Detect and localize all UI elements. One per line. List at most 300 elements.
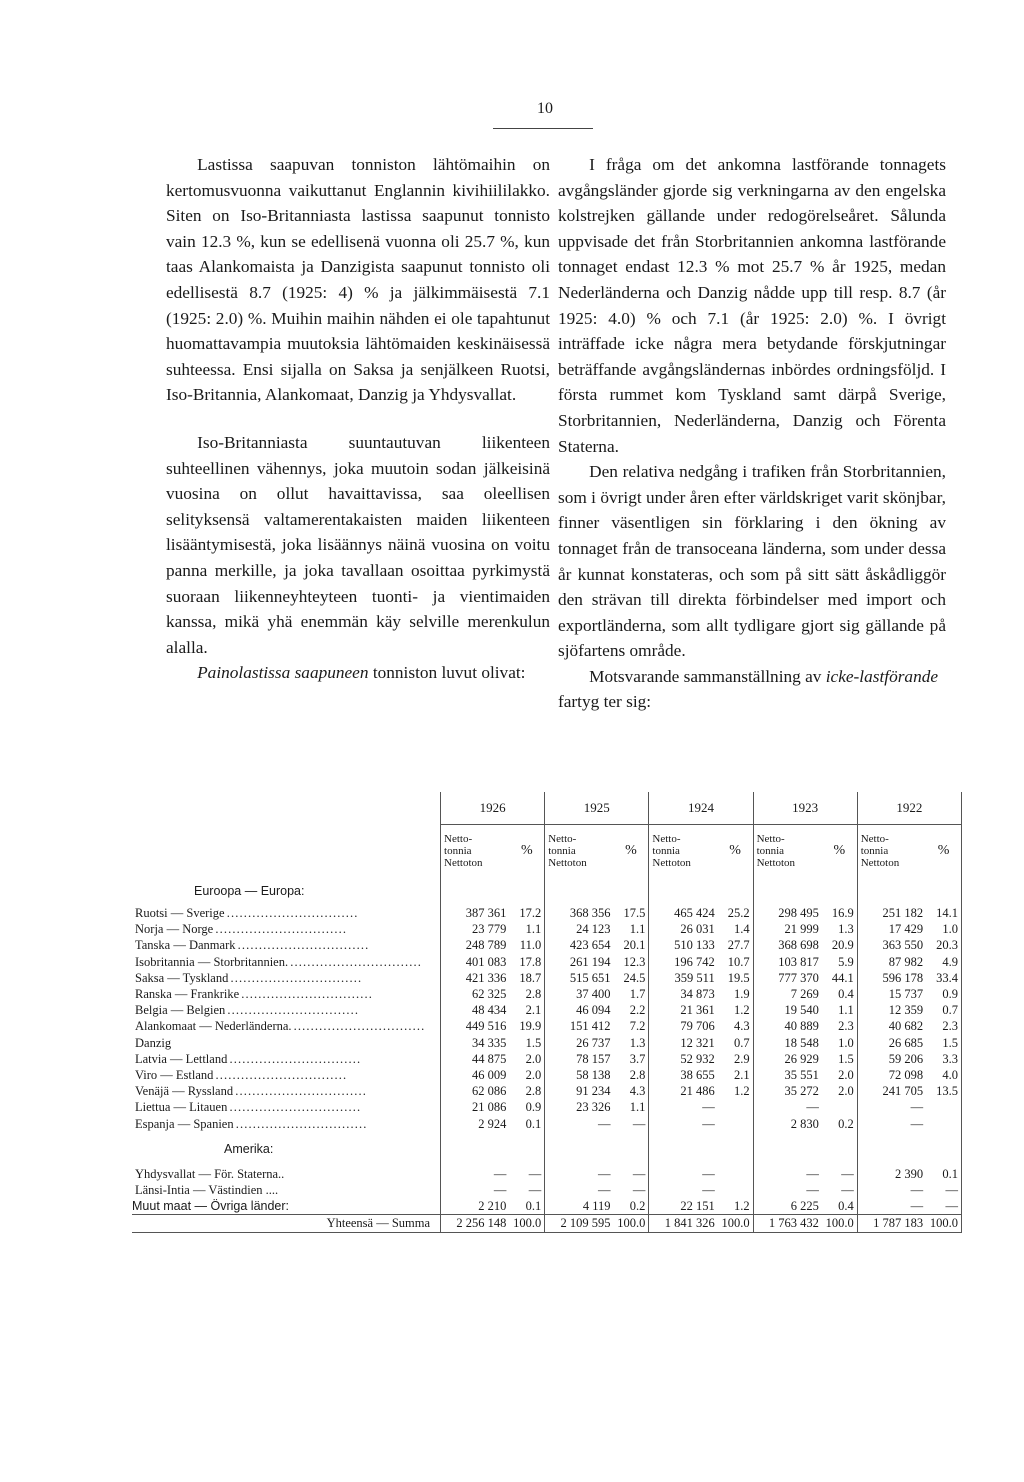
- country-name: Ruotsi — Sverige . . .: [135, 905, 437, 921]
- country-name: Venäjä — Ryssland . . .: [135, 1083, 437, 1099]
- country-name: Latvia — Lettland . . .: [135, 1051, 437, 1067]
- percent-cell: [718, 1166, 753, 1182]
- percent-cell: 1.0: [926, 921, 961, 937]
- nettotonnia-cell: 21 999: [784, 922, 819, 937]
- country-name: Saksa — Tyskland . . .: [135, 970, 437, 986]
- country-name: Viro — Estland . . .: [135, 1067, 437, 1083]
- other-countries-row: [132, 1198, 962, 1215]
- percent-cell: 0.4: [822, 986, 857, 1002]
- percent-cell: 100.0: [614, 1215, 649, 1232]
- table-row: [132, 1067, 962, 1083]
- unit-header-row: [132, 825, 962, 878]
- swedish-final-post: fartyg ter sig:: [558, 692, 652, 712]
- nettotonnia-cell: —: [910, 1100, 924, 1115]
- percent-cell: [926, 1116, 961, 1132]
- table-row: [132, 921, 962, 937]
- percent-cell: 0.2: [614, 1198, 649, 1215]
- nettotonnia-cell: —: [702, 1116, 715, 1131]
- nettotonnia-cell: —: [910, 1116, 924, 1131]
- country-name: Liettua — Litauen . . .: [135, 1099, 437, 1115]
- percent-cell: 0.1: [509, 1198, 544, 1215]
- percent-cell: 10.7: [718, 954, 753, 970]
- nettotonnia-cell: 777 370: [778, 970, 819, 985]
- percent-cell: 1.2: [718, 1002, 753, 1018]
- nettotonnia-cell: 359 511: [674, 970, 715, 985]
- nettotonnia-subheader: [857, 825, 926, 878]
- percent-cell: 20.9: [822, 937, 857, 953]
- nettotonnia-cell: —: [598, 1116, 611, 1131]
- percent-cell: 18.7: [509, 970, 544, 986]
- percent-cell: 2.0: [822, 1067, 857, 1083]
- nettotonnia-label-line: Nettoton: [860, 857, 900, 869]
- finnish-paragraph-1: Lastissa saapuvan tonniston lähtömaihin on kertomusvuonna vaikuttanut Englannin kivihiililakko. Siten on Iso-Britanniasta lastissa saapunut tonnisto vain 12.3 %, kun se edellisenä vuonna oli 25.7 %, kun taas Alankomaista ja Danzigista saapunut tonnisto oli edellisestä 8.7 (1925: 4) % ja jälkimmäisestä 7.1 (1925: 2.0) %. Muihin maihin nähden ei ole tapahtunut huomattavampia muutoksia lähtömaiden keskinäisessä suhteessa. Ensi sijalla on Saksa ja senjälkeen Ruotsi, Iso-Britannia, Alankomaat, Danzig ja Yhdysvallat.: [166, 155, 550, 405]
- total-row: [132, 1215, 962, 1232]
- percent-cell: 44.1: [822, 970, 857, 986]
- nettotonnia-cell: 35 272: [784, 1084, 819, 1099]
- year-header: 1924: [649, 792, 753, 825]
- nettotonnia-cell: 368 356: [569, 906, 611, 920]
- percent-cell: 0.4: [822, 1198, 857, 1215]
- percent-cell: 0.7: [926, 1002, 961, 1018]
- country-name-cell: [132, 986, 441, 1002]
- percent-cell: —: [822, 1166, 857, 1182]
- empty-cell: [718, 1132, 753, 1166]
- percent-cell: 0.9: [509, 1099, 544, 1115]
- nettotonnia-cell: 2 390: [894, 1166, 924, 1181]
- country-name-cell: [132, 1051, 441, 1067]
- nettotonnia-cell: 2 256 148: [441, 1215, 510, 1232]
- nettotonnia-cell: 196 742: [674, 954, 715, 969]
- country-name: Danzig: [135, 1035, 172, 1050]
- nettotonnia-cell: 21 361: [680, 1003, 715, 1018]
- country-name-cell: [132, 1099, 441, 1115]
- nettotonnia-cell: 2 210: [478, 1199, 507, 1214]
- nettotonnia-subheader: [753, 825, 822, 878]
- empty-cell: [441, 877, 510, 905]
- nettotonnia-cell: 510 133: [674, 938, 715, 953]
- empty-cell: [926, 1132, 961, 1166]
- table-row: [132, 1083, 962, 1099]
- nettotonnia-label-line: Netto-: [860, 833, 889, 845]
- nettotonnia-cell: 7 269: [790, 987, 819, 1002]
- nettotonnia-cell: 48 434: [472, 1003, 507, 1018]
- country-name-cell: [132, 905, 441, 921]
- nettotonnia-cell: 52 932: [680, 1051, 715, 1066]
- empty-cell: [753, 877, 822, 905]
- nettotonnia-label-line: tonnia: [860, 845, 889, 857]
- empty-cell: [822, 1132, 857, 1166]
- country-name-cell: [132, 1018, 441, 1034]
- nettotonnia-cell: 449 516: [465, 1019, 507, 1034]
- empty-cell: [545, 877, 614, 905]
- percent-cell: 0.1: [926, 1166, 961, 1182]
- table-row: [132, 1018, 962, 1034]
- table-row: [132, 1035, 962, 1051]
- percent-cell: 0.2: [822, 1116, 857, 1132]
- nettotonnia-cell: 23 779: [472, 922, 507, 937]
- nettotonnia-cell: 21 486: [680, 1084, 715, 1099]
- percent-subheader: %: [926, 825, 961, 878]
- nettotonnia-label-line: Nettoton: [444, 857, 483, 869]
- country-name-cell: [132, 1083, 441, 1099]
- percent-cell: 33.4: [926, 970, 961, 986]
- percent-cell: 0.7: [718, 1035, 753, 1051]
- nettotonnia-label-line: Nettoton: [548, 857, 587, 869]
- percent-cell: —: [509, 1166, 544, 1182]
- percent-cell: 3.7: [614, 1051, 649, 1067]
- country-name: Länsi-Intia — Västindien ....: [135, 1183, 279, 1198]
- percent-cell: 1.1: [509, 921, 544, 937]
- percent-cell: 1.0: [822, 1035, 857, 1051]
- nettotonnia-label-line: tonnia: [652, 845, 680, 857]
- nettotonnia-cell: 18 548: [784, 1035, 819, 1050]
- percent-cell: 19.9: [509, 1018, 544, 1034]
- percent-cell: 0.1: [509, 1116, 544, 1132]
- nettotonnia-cell: 298 495: [778, 906, 819, 920]
- nettotonnia-cell: —: [702, 1183, 715, 1198]
- percent-cell: 2.8: [509, 1083, 544, 1099]
- page-number: 10: [537, 100, 553, 117]
- nettotonnia-cell: 34 873: [680, 987, 715, 1002]
- percent-cell: 1.3: [614, 1035, 649, 1051]
- nettotonnia-cell: —: [702, 1100, 715, 1115]
- nettotonnia-subheader: [441, 825, 510, 878]
- percent-cell: 2.3: [822, 1018, 857, 1034]
- blank-subheader-cell: [132, 825, 441, 878]
- nettotonnia-cell: 79 706: [680, 1019, 715, 1034]
- nettotonnia-cell: 44 875: [472, 1051, 507, 1066]
- nettotonnia-cell: 35 551: [784, 1068, 819, 1083]
- country-name-cell: [132, 937, 441, 953]
- percent-cell: 24.5: [614, 970, 649, 986]
- empty-cell: [649, 1132, 718, 1166]
- swedish-paragraph-1: I fråga om det ankomna lastförande tonnagets avgångsländer gjorde sig verkningarna av den engelska kolstrejken gällande under redogörelseåret. Sålunda uppvisade det från Storbritannien ankomna lastförande tonnaget endast 12.3 % mot 25.7 % år 1925, medan Nederländerna och Danzig nådde upp till resp. 8.7 (år 1925: 4.0) % och 7.1 (år 1925: 2.0) %. I övrigt inträffade icke några mera betydande förskjutningar beträffande avgångsländernas inbördes ordningsföljd. I första rummet kom Tyskland samt därpå Sverige, Storbritannien, Nederländerna, Danzig och Förenta Staterna.: [558, 155, 946, 456]
- percent-subheader: %: [614, 825, 649, 878]
- nettotonnia-subheader: [545, 825, 614, 878]
- percent-subheader: %: [822, 825, 857, 878]
- section-header-row: [132, 877, 962, 905]
- percent-cell: 2.1: [509, 1002, 544, 1018]
- nettotonnia-cell: 78 157: [576, 1051, 611, 1066]
- nettotonnia-label-line: tonnia: [548, 845, 576, 857]
- nettotonnia-cell: 46 094: [576, 1003, 611, 1018]
- finnish-italic-phrase: Painolastissa saapuneen: [197, 663, 369, 683]
- percent-cell: 7.2: [614, 1018, 649, 1034]
- percent-cell: 19.5: [718, 970, 753, 986]
- percent-cell: 1.5: [926, 1035, 961, 1051]
- finnish-final-text: tonniston luvut olivat:: [368, 663, 526, 683]
- nettotonnia-cell: 15 737: [888, 987, 924, 1002]
- nettotonnia-cell: 465 424: [674, 906, 715, 920]
- table-row: [132, 970, 962, 986]
- percent-cell: 1.7: [614, 986, 649, 1002]
- nettotonnia-cell: 19 540: [784, 1003, 819, 1018]
- nettotonnia-cell: —: [702, 1166, 715, 1181]
- percent-cell: 2.1: [718, 1067, 753, 1083]
- nettotonnia-cell: 24 123: [576, 922, 611, 937]
- country-name: Yhdysvallat — För. Staterna..: [135, 1166, 285, 1181]
- nettotonnia-cell: —: [910, 1183, 924, 1198]
- tonnage-table: [132, 792, 962, 1233]
- country-name: Belgia — Belgien . . .: [135, 1002, 437, 1018]
- country-name-cell: [132, 1002, 441, 1018]
- percent-cell: 14.1: [926, 905, 961, 921]
- empty-cell: [718, 877, 753, 905]
- swedish-paragraph-2: Den relativa nedgång i trafiken från Storbritannien, som i övrigt under åren efter världskriget varit skönjbar, finner väsentligen sin förklaring i den ökning av tonnaget från de transoceana länderna, som under dessa år kunnat konstateras, och som på sitt sätt åskådliggör den strävan till direkta förbindelser med import och exportländerna, som allt tydligare gjort sig gällande på sjöfartens område.: [558, 462, 946, 661]
- percent-cell: 2.8: [509, 986, 544, 1002]
- nettotonnia-label-line: Netto-: [548, 833, 577, 845]
- nettotonnia-cell: 1 841 326: [649, 1215, 718, 1232]
- percent-cell: 2.3: [926, 1018, 961, 1034]
- empty-cell: [441, 1132, 510, 1166]
- nettotonnia-cell: 2 924: [478, 1116, 507, 1131]
- percent-cell: 20.3: [926, 937, 961, 953]
- nettotonnia-cell: 401 083: [465, 954, 507, 969]
- percent-cell: —: [614, 1116, 649, 1132]
- percent-cell: 17.8: [509, 954, 544, 970]
- swedish-italic-phrase: icke-lastförande: [825, 666, 939, 686]
- nettotonnia-cell: 38 655: [680, 1068, 715, 1083]
- percent-cell: 1.9: [718, 986, 753, 1002]
- nettotonnia-cell: 87 982: [888, 954, 924, 969]
- nettotonnia-cell: 72 098: [888, 1068, 924, 1083]
- percent-cell: 1.1: [822, 1002, 857, 1018]
- percent-cell: 1.3: [822, 921, 857, 937]
- percent-cell: 17.2: [509, 905, 544, 921]
- nettotonnia-label-line: tonnia: [444, 845, 472, 857]
- empty-cell: [509, 877, 544, 905]
- country-name-cell: [132, 921, 441, 937]
- percent-cell: 25.2: [718, 905, 753, 921]
- country-name-cell: [132, 970, 441, 986]
- nettotonnia-cell: 4 119: [582, 1199, 611, 1214]
- swedish-paragraph-3: [558, 664, 946, 715]
- nettotonnia-cell: 251 182: [882, 906, 924, 920]
- nettotonnia-cell: 421 336: [465, 970, 507, 985]
- nettotonnia-cell: 34 335: [472, 1035, 507, 1050]
- percent-cell: 5.9: [822, 954, 857, 970]
- percent-cell: 1.1: [614, 921, 649, 937]
- nettotonnia-cell: 423 654: [569, 938, 611, 953]
- percent-cell: [926, 1099, 961, 1115]
- nettotonnia-cell: —: [598, 1183, 611, 1198]
- finnish-paragraph-3: [166, 660, 550, 686]
- table-row: [132, 986, 962, 1002]
- nettotonnia-cell: 12 359: [888, 1003, 924, 1018]
- country-name: Tanska — Danmark . . .: [135, 937, 437, 953]
- percent-cell: —: [926, 1198, 961, 1215]
- percent-cell: 1.2: [718, 1083, 753, 1099]
- nettotonnia-cell: 387 361: [465, 906, 507, 920]
- percent-cell: 4.0: [926, 1067, 961, 1083]
- country-name-cell: [132, 1215, 441, 1232]
- empty-cell: [753, 1132, 822, 1166]
- nettotonnia-cell: 58 138: [576, 1068, 611, 1083]
- nettotonnia-cell: 40 889: [784, 1019, 819, 1034]
- table-row: [132, 1051, 962, 1067]
- country-name-cell: [132, 954, 441, 970]
- country-name-cell: [132, 1166, 441, 1182]
- percent-cell: 16.9: [822, 905, 857, 921]
- percent-cell: 1.5: [822, 1051, 857, 1067]
- percent-cell: 100.0: [822, 1215, 857, 1232]
- country-name-cell: [132, 1182, 441, 1198]
- empty-cell: [614, 877, 649, 905]
- blank-header-cell: [132, 792, 441, 825]
- percent-cell: 0.9: [926, 986, 961, 1002]
- percent-cell: —: [926, 1182, 961, 1198]
- percent-cell: [718, 1182, 753, 1198]
- section-heading: Euroopa — Europa:: [132, 877, 441, 905]
- percent-cell: 1.4: [718, 921, 753, 937]
- table-row: [132, 905, 962, 921]
- nettotonnia-label-line: Nettoton: [652, 857, 691, 869]
- table-row: [132, 937, 962, 953]
- nettotonnia-cell: 23 326: [576, 1100, 611, 1115]
- percent-subheader: %: [718, 825, 753, 878]
- empty-cell: [822, 877, 857, 905]
- nettotonnia-cell: 26 685: [888, 1035, 924, 1050]
- nettotonnia-label-line: Netto-: [444, 833, 473, 845]
- nettotonnia-cell: —: [806, 1100, 819, 1115]
- nettotonnia-cell: 1 787 183: [857, 1215, 926, 1232]
- empty-cell: [614, 1132, 649, 1166]
- nettotonnia-cell: 22 151: [680, 1199, 715, 1214]
- percent-cell: —: [822, 1182, 857, 1198]
- year-header: 1926: [441, 792, 545, 825]
- empty-cell: [857, 1132, 926, 1166]
- country-name-cell: [132, 1067, 441, 1083]
- percent-cell: 1.2: [718, 1198, 753, 1215]
- percent-cell: [718, 1099, 753, 1115]
- nettotonnia-cell: 26 929: [784, 1051, 819, 1066]
- nettotonnia-cell: 1 763 432: [753, 1215, 822, 1232]
- empty-cell: [509, 1132, 544, 1166]
- percent-cell: 27.7: [718, 937, 753, 953]
- percent-cell: 3.3: [926, 1051, 961, 1067]
- swedish-final-pre: Motsvarande sammanställning av: [589, 666, 826, 686]
- nettotonnia-cell: 596 178: [882, 970, 924, 985]
- nettotonnia-cell: 91 234: [576, 1084, 611, 1099]
- table-row: [132, 1182, 962, 1198]
- nettotonnia-cell: 368 698: [778, 938, 819, 953]
- section-heading: Amerika:: [132, 1132, 441, 1166]
- percent-cell: 1.5: [509, 1035, 544, 1051]
- percent-cell: 4.3: [614, 1083, 649, 1099]
- nettotonnia-cell: 21 086: [472, 1100, 507, 1115]
- nettotonnia-cell: 363 550: [882, 938, 924, 953]
- percent-cell: 20.1: [614, 937, 649, 953]
- percent-cell: 100.0: [718, 1215, 753, 1232]
- empty-cell: [545, 1132, 614, 1166]
- nettotonnia-cell: 46 009: [472, 1068, 507, 1083]
- year-header: 1925: [545, 792, 649, 825]
- nettotonnia-cell: 261 194: [569, 954, 611, 969]
- percent-cell: 4.9: [926, 954, 961, 970]
- nettotonnia-cell: 40 682: [888, 1019, 924, 1034]
- nettotonnia-cell: —: [598, 1166, 611, 1181]
- country-name: Norja — Norge . . .: [135, 921, 437, 937]
- percent-subheader: %: [509, 825, 544, 878]
- year-header: 1922: [857, 792, 961, 825]
- table-row: [132, 1099, 962, 1115]
- year-header: 1923: [753, 792, 857, 825]
- country-name: Isobritannia — Storbritannien. . . .: [135, 954, 437, 970]
- nettotonnia-cell: 17 429: [888, 922, 924, 937]
- percent-cell: 12.3: [614, 954, 649, 970]
- percent-cell: 100.0: [509, 1215, 544, 1232]
- nettotonnia-cell: 103 817: [778, 954, 819, 969]
- percent-cell: [822, 1099, 857, 1115]
- empty-cell: [926, 877, 961, 905]
- nettotonnia-cell: —: [493, 1183, 507, 1198]
- nettotonnia-subheader: [649, 825, 718, 878]
- table-body: [132, 877, 962, 1232]
- percent-cell: 13.5: [926, 1083, 961, 1099]
- country-name: Alankomaat — Nederländerna. . . .: [135, 1018, 437, 1034]
- year-header-row: [132, 792, 962, 825]
- country-name: Yhteensä — Summa: [326, 1216, 431, 1231]
- nettotonnia-cell: —: [806, 1183, 819, 1198]
- nettotonnia-cell: 26 031: [680, 922, 715, 937]
- nettotonnia-cell: 2 830: [790, 1116, 819, 1131]
- nettotonnia-label-line: Nettoton: [756, 857, 796, 869]
- nettotonnia-cell: 37 400: [576, 987, 611, 1002]
- nettotonnia-cell: 26 737: [576, 1035, 611, 1050]
- nettotonnia-cell: 6 225: [790, 1199, 819, 1214]
- country-name: Espanja — Spanien . . .: [135, 1116, 437, 1132]
- table-row: [132, 1116, 962, 1132]
- finnish-text-column: [166, 152, 550, 686]
- percent-cell: 2.8: [614, 1067, 649, 1083]
- finnish-paragraph-2: Iso-Britanniasta suuntautuvan liikenteen suhteellinen vähennys, joka muutoin sodan jälkeisinä vuosina on ollut havaittavissa, saa oleellisen selityksensä valtamerentakaisten maiden liikenteen lisääntymisestä, joka lisäännys näinä vuosina on voitu panna merkille, ja joka tavallaan osoittaa pyrkimystä suoraan liikenneyhteyteen tuonti- ja vientimaiden kanssa, mikä yhä enemmän käy selville merenkulun alalla.: [166, 432, 550, 657]
- percent-cell: 4.3: [718, 1018, 753, 1034]
- nettotonnia-cell: —: [493, 1166, 507, 1181]
- percent-cell: 2.2: [614, 1002, 649, 1018]
- page-number-rule: [493, 128, 593, 129]
- percent-cell: 100.0: [926, 1215, 961, 1232]
- table-row: [132, 1002, 962, 1018]
- nettotonnia-cell: 62 325: [472, 987, 507, 1002]
- table-row: [132, 1166, 962, 1182]
- country-name-cell: [132, 1035, 441, 1051]
- nettotonnia-cell: —: [806, 1166, 819, 1181]
- nettotonnia-cell: 241 705: [882, 1084, 924, 1099]
- percent-cell: 2.0: [509, 1067, 544, 1083]
- percent-cell: 1.1: [614, 1099, 649, 1115]
- percent-cell: —: [614, 1166, 649, 1182]
- table-row: [132, 954, 962, 970]
- nettotonnia-label-line: Netto-: [652, 833, 681, 845]
- percent-cell: 11.0: [509, 937, 544, 953]
- empty-cell: [857, 877, 926, 905]
- country-name-cell: [132, 1116, 441, 1132]
- nettotonnia-cell: 151 412: [569, 1019, 611, 1034]
- nettotonnia-label-line: tonnia: [756, 845, 785, 857]
- percent-cell: 2.0: [509, 1051, 544, 1067]
- empty-cell: [649, 877, 718, 905]
- percent-cell: [718, 1116, 753, 1132]
- nettotonnia-cell: 515 651: [569, 970, 611, 985]
- nettotonnia-cell: 248 789: [465, 938, 507, 953]
- percent-cell: —: [509, 1182, 544, 1198]
- percent-cell: 17.5: [614, 905, 649, 921]
- nettotonnia-cell: —: [910, 1199, 924, 1214]
- country-name: Muut maat — Övriga länder:: [132, 1199, 290, 1214]
- nettotonnia-cell: 12 321: [680, 1035, 715, 1050]
- nettotonnia-cell: 62 086: [472, 1084, 507, 1099]
- country-name: Ranska — Frankrike . . .: [135, 986, 437, 1002]
